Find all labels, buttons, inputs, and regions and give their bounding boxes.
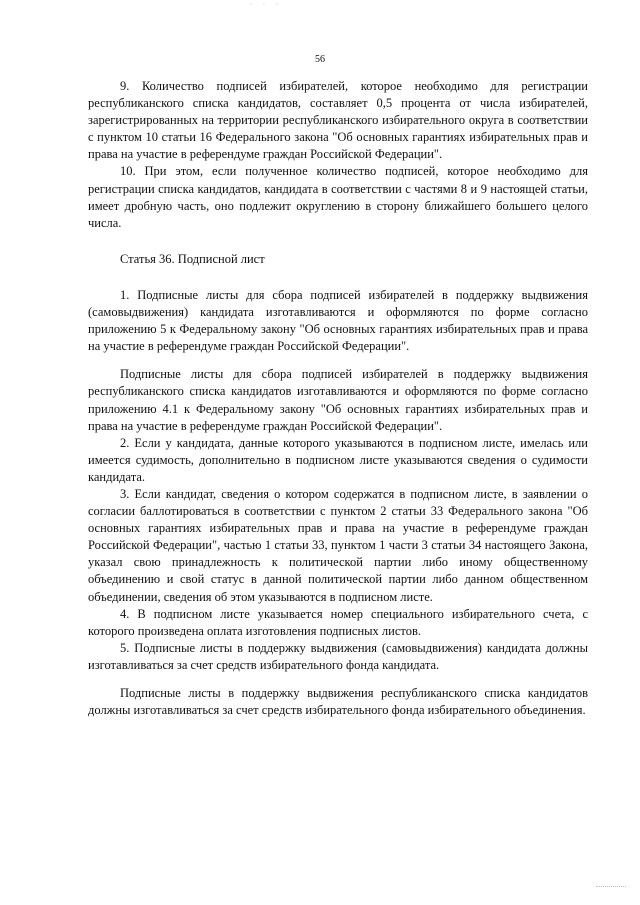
article-part-2: 2. Если у кандидата, данные которого указываются в подписном листе, имелась или имеется судимость, дополнительно в подписном листе указываются сведения о судимости кандидата. [88,435,588,484]
scan-corner-mark [596,886,626,887]
article-part-5-second: Подписные листы в поддержку выдвижения республиканского списка кандидатов должны изготавливаться за счет средств избирательного фонда избирательного объединения. [88,686,588,718]
article-part-1-second: Подписные листы для сбора подписей избирателей в поддержку выдвижения республиканского списка кандидатов изготавливаются и оформляются по форме согласно приложению 4.1 к Федеральному закону "Об основных гарантиях избирательных прав и права на участие в референдуме граждан Российской Федерации". [88,367,588,433]
paragraph-9: 9. Количество подписей избирателей, которое необходимо для регистрации республиканского списка кандидатов, составляет 0,5 процента от числа избирателей, зарегистрированных на территории республиканского избирательного округа в соответствии с пунктом 10 статьи 16 Федерального закона "Об основных гарантиях избирательных прав и права на участие в референдуме граждан Российской Федерации". [88,79,588,162]
article-part-3: 3. Если кандидат, сведения о котором содержатся в подписном листе, в заявлении о согласии баллотироваться в соответствии с пунктом 2 статьи 33 Федерального закона "Об основных гарантиях избирательных прав и права на участие в референдуме граждан Российской Федерации", частью 1 статьи 33, пунктом 1 части 3 статьи 34 настоящего Закона, указал свою принадлежность к политической партии либо иному общественному объединению и свой статус в данной политической партии либо данном общественном объединении, сведения об этом указываются в подписном листе. [88,486,588,604]
article-part-5: 5. Подписные листы в поддержку выдвижения (самовыдвижения) кандидата должны изготавливаться за счет средств избирательного фонда кандидата. [88,640,588,672]
paragraph-10: 10. При этом, если полученное количество подписей, которое необходимо для регистрации списка кандидатов, кандидата в соответствии с частями 8 и 9 настоящей статьи, имеет дробную часть, оно подлежит округлению в сторону ближайшего большего целого числа. [88,164,588,230]
article-part-4: 4. В подписном листе указывается номер специального избирательного счета, с которого произведена оплата изготовления подписных листов. [88,606,588,638]
article-heading: Статья 36. Подписной лист [120,251,265,266]
document-body [88,78,588,719]
page-number: 56 [315,54,325,65]
scan-specks: · · · [250,0,282,9]
article-part-1: 1. Подписные листы для сбора подписей избирателей в поддержку выдвижения (самовыдвижения) кандидата изготавливаются и оформляются по форме согласно приложению 5 к Федеральному закону "Об основных гарантиях избирательных прав и права на участие в референдуме граждан Российской Федерации". [88,287,588,354]
